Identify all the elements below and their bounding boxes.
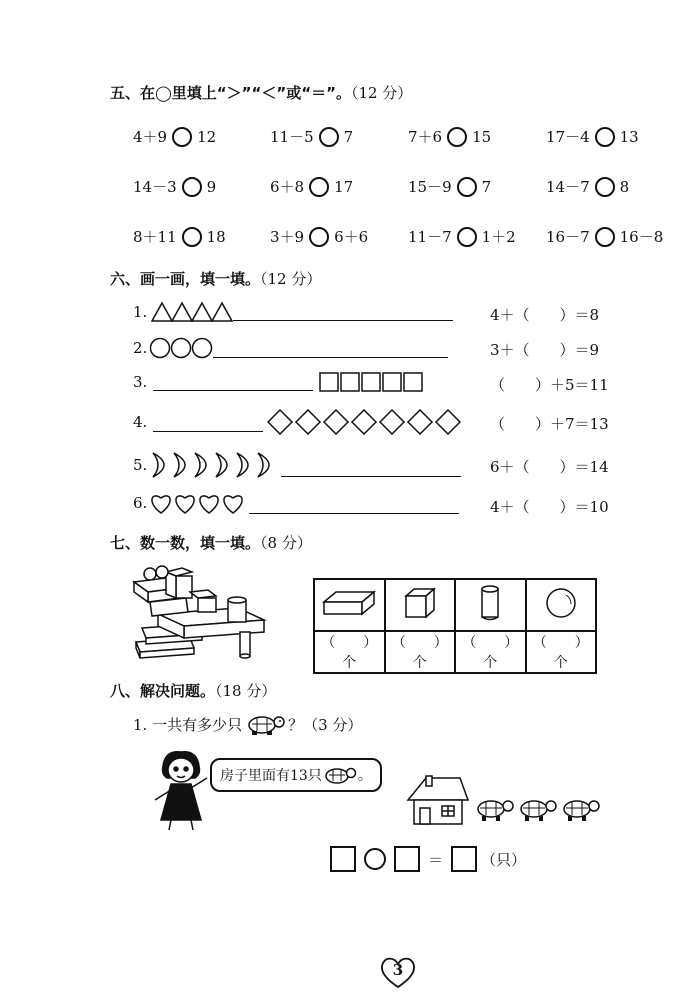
speech-bubble <box>210 758 382 792</box>
comparison-item <box>133 176 216 197</box>
item-number: 5. <box>133 456 148 474</box>
comparison-item <box>133 226 226 247</box>
cuboid-cell <box>314 579 385 631</box>
section-6-title-text: 六、画一画，填一填。 <box>110 270 261 288</box>
comparison-right: 8 <box>619 177 630 196</box>
equation-4[interactable]: （ ）＋7＝13 <box>490 415 609 433</box>
stacked-blocks-picture <box>128 562 270 662</box>
comparison-right: 17 <box>334 177 354 196</box>
section-7-title <box>110 532 312 553</box>
answer-circle[interactable] <box>309 177 329 197</box>
section-8-title-text: 八、解决问题。 <box>110 682 216 700</box>
comparison-item <box>408 226 516 247</box>
comparison-left: 8＋11 <box>133 228 177 246</box>
equation-1[interactable]: 4＋（ ）＝8 <box>490 306 600 324</box>
comparison-right: 15 <box>472 127 492 146</box>
comparison-left: 14－7 <box>546 178 590 196</box>
count-cell-sphere[interactable]: （ ）个 <box>526 631 597 673</box>
section-5-title <box>110 82 412 103</box>
comparison-left: 6＋8 <box>270 178 305 196</box>
answer-line[interactable] <box>281 475 461 477</box>
item-number: 3. <box>133 373 148 391</box>
comparison-left: 7＋6 <box>408 128 443 146</box>
comparison-right: 9 <box>206 177 217 196</box>
cuboid-icon <box>322 588 376 618</box>
comparison-item <box>270 176 353 197</box>
count-cell-cube[interactable]: （ ）个 <box>385 631 456 673</box>
answer-box-2[interactable] <box>394 846 420 872</box>
moons-icon <box>149 451 281 479</box>
answer-box-1[interactable] <box>330 846 356 872</box>
section-6-points: （12 分） <box>260 270 322 288</box>
cylinder-cell <box>455 579 526 631</box>
comparison-item <box>270 226 368 247</box>
equation-3[interactable]: （ ）＋5＝11 <box>490 376 609 394</box>
answer-circle[interactable] <box>309 227 329 247</box>
equals-sign: ＝ <box>428 850 444 869</box>
comparison-item <box>270 126 353 147</box>
item-number: 4. <box>133 413 148 431</box>
section-6-title <box>110 268 321 289</box>
comparison-item <box>133 126 216 147</box>
section-5-title-text: 五、在◯里填上“＞”“＜”或“＝”。 <box>110 84 351 102</box>
turtle-icon <box>323 764 357 786</box>
comparison-left: 16－7 <box>546 228 590 246</box>
comparison-item <box>546 176 629 197</box>
section-7-title-text: 七、数一数，填一填。 <box>110 534 261 552</box>
house-icon <box>404 772 470 828</box>
equation-5[interactable]: 6＋（ ）＝14 <box>490 458 609 476</box>
count-cell-cylinder[interactable]: （ ）个 <box>455 631 526 673</box>
squares-icon <box>319 372 423 392</box>
diamonds-icon <box>267 409 465 435</box>
page-number-badge <box>379 955 417 989</box>
sphere-icon <box>544 586 578 620</box>
unit-label: （只） <box>481 850 527 869</box>
draw-item-5 <box>133 451 461 479</box>
answer-line[interactable] <box>153 389 313 391</box>
turtle-icon <box>244 712 286 736</box>
draw-item-1 <box>133 302 453 322</box>
cylinder-icon <box>479 584 501 622</box>
comparison-right: 13 <box>619 127 639 146</box>
answer-circle[interactable] <box>447 127 467 147</box>
draw-item-3 <box>133 372 423 392</box>
section-5-points: （12 分） <box>350 84 413 102</box>
draw-item-6 <box>133 491 459 515</box>
comparison-item <box>546 126 639 147</box>
answer-line[interactable] <box>153 430 263 432</box>
comparison-item <box>546 226 663 247</box>
answer-circle[interactable] <box>319 127 339 147</box>
speech-bubble-text: 房子里面有13只 <box>220 768 322 784</box>
comparison-right: 7 <box>481 177 492 196</box>
answer-circle[interactable] <box>172 127 192 147</box>
speech-bubble-end: 。 <box>357 768 372 784</box>
turtles-group-icon <box>474 794 604 824</box>
section-8-points: （18 分） <box>215 682 277 700</box>
item-number: 2. <box>133 339 148 357</box>
cube-icon <box>403 586 437 620</box>
comparison-item <box>408 176 491 197</box>
draw-item-4 <box>133 409 465 435</box>
answer-circle[interactable] <box>457 177 477 197</box>
cube-cell <box>385 579 456 631</box>
question-mark: ？ <box>288 715 304 734</box>
triangles-icon <box>151 302 233 322</box>
answer-box-3[interactable] <box>451 846 477 872</box>
page-number: 3 <box>392 961 404 979</box>
section-7-points: （8 分） <box>260 534 312 552</box>
answer-circle[interactable] <box>182 227 202 247</box>
answer-equation <box>330 846 526 872</box>
question-1 <box>133 712 362 736</box>
comparison-right: 1＋2 <box>481 228 516 246</box>
answer-circle[interactable] <box>595 177 615 197</box>
comparison-left: 3＋9 <box>270 228 305 246</box>
comparison-left: 15－9 <box>408 178 452 196</box>
comparison-left: 4＋9 <box>133 128 168 146</box>
operator-circle[interactable] <box>364 848 386 870</box>
comparison-right: 12 <box>197 127 217 146</box>
equation-2[interactable]: 3＋（ ）＝9 <box>490 341 600 359</box>
answer-circle[interactable] <box>182 177 202 197</box>
comparison-left: 17－4 <box>546 128 590 146</box>
answer-line[interactable] <box>249 512 459 514</box>
comparison-left: 11－7 <box>408 228 452 246</box>
answer-circle[interactable] <box>595 227 615 247</box>
comparison-right: 6＋6 <box>334 228 369 246</box>
answer-circle[interactable] <box>457 227 477 247</box>
equation-6[interactable]: 4＋（ ）＝10 <box>490 498 609 516</box>
draw-item-2 <box>133 337 448 359</box>
comparison-item <box>408 126 491 147</box>
sphere-cell <box>526 579 597 631</box>
hearts-icon <box>149 491 249 515</box>
shape-count-table <box>313 578 597 674</box>
circles-icon <box>149 337 213 359</box>
comparison-right: 7 <box>343 127 354 146</box>
comparison-left: 11－5 <box>270 128 314 146</box>
comparison-left: 14－3 <box>133 178 177 196</box>
comparison-right: 18 <box>206 227 226 246</box>
count-cell-cuboid[interactable]: （ ）个 <box>314 631 385 673</box>
section-8-title <box>110 680 276 701</box>
item-number: 1. <box>133 303 148 321</box>
item-number: 6. <box>133 494 148 512</box>
question-1-points: （3 分） <box>303 715 363 734</box>
answer-line[interactable] <box>233 319 453 321</box>
girl-picture <box>145 748 217 832</box>
answer-circle[interactable] <box>595 127 615 147</box>
question-1-text: 1. 一共有多少只 <box>133 715 243 734</box>
answer-line[interactable] <box>213 356 448 358</box>
comparison-right: 16－8 <box>619 228 664 246</box>
